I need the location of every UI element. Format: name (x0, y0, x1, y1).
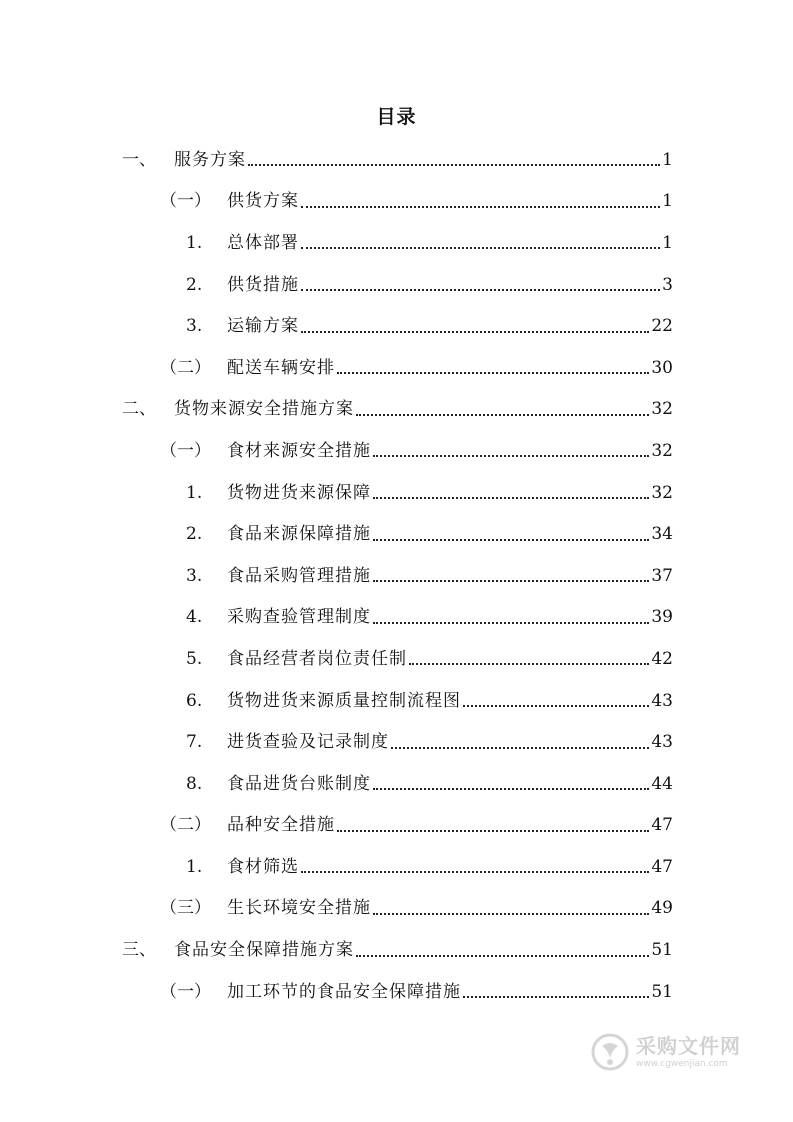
toc-entry-page: 32 (651, 399, 673, 420)
toc-entry[interactable] (0, 139, 793, 181)
toc-dot-leader (409, 662, 649, 665)
toc-entry-page: 51 (651, 981, 673, 1002)
toc-entry-text: 生长环境安全措施 (227, 898, 371, 919)
toc-entry-number: 2. (186, 524, 203, 545)
toc-entry-text: 食品经营者岗位责任制 (227, 648, 407, 669)
toc-dot-leader (373, 496, 649, 499)
toc-entry-number: 4. (186, 607, 203, 628)
watermark-name: 采购文件网 (636, 1034, 741, 1058)
toc-entry-number: 一、 (122, 149, 156, 170)
watermark-url: www.cgwenjian.com (636, 1059, 728, 1069)
toc-entry-page: 22 (651, 316, 673, 337)
toc-entry-number: 二、 (122, 399, 156, 420)
toc-entry-text: 品种安全措施 (227, 815, 335, 836)
toc-entry[interactable] (0, 638, 793, 680)
toc-dot-leader (356, 954, 649, 957)
toc-entry[interactable] (0, 181, 793, 223)
toc-entry-page: 30 (651, 357, 673, 378)
toc-entry-page: 1 (662, 149, 673, 170)
toc-entry-text: 货物进货来源质量控制流程图 (227, 690, 461, 711)
toc-dot-leader (373, 787, 649, 790)
toc-entry-number: 2. (186, 274, 203, 295)
toc-entry-text: 供货方案 (227, 191, 299, 212)
toc-entry-number: 1. (186, 232, 203, 253)
toc-dot-leader (373, 912, 649, 915)
toc-entry-number: （二） (160, 357, 211, 378)
toc-dot-leader (373, 538, 649, 541)
toc-entry[interactable] (0, 264, 793, 306)
toc-entry[interactable] (0, 389, 793, 431)
toc-dot-leader (356, 413, 649, 416)
toc-entry[interactable] (0, 805, 793, 847)
toc-list (0, 139, 793, 1012)
toc-entry-number: 7. (186, 732, 203, 753)
toc-entry[interactable] (0, 347, 793, 389)
watermark (590, 1027, 760, 1077)
toc-entry-page: 42 (651, 648, 673, 669)
toc-entry-text: 食品来源保障措施 (227, 524, 371, 545)
toc-dot-leader (373, 579, 649, 582)
toc-entry[interactable] (0, 222, 793, 264)
toc-dot-leader (301, 330, 649, 333)
toc-dot-leader (463, 995, 649, 998)
toc-entry-page: 43 (651, 690, 673, 711)
toc-entry-text: 运输方案 (227, 316, 299, 337)
toc-entry-number: 3. (186, 565, 203, 586)
toc-entry-text: 总体部署 (227, 232, 299, 253)
toc-entry-text: 供货措施 (227, 274, 299, 295)
toc-entry-text: 食材筛选 (227, 856, 299, 877)
toc-entry-text: 配送车辆安排 (227, 357, 335, 378)
toc-entry[interactable] (0, 513, 793, 555)
toc-entry-page: 32 (651, 440, 673, 461)
toc-entry[interactable] (0, 430, 793, 472)
toc-entry-page: 39 (651, 607, 673, 628)
toc-dot-leader (463, 704, 649, 707)
toc-entry-text: 加工环节的食品安全保障措施 (227, 981, 461, 1002)
toc-entry-number: （三） (160, 898, 211, 919)
toc-entry-page: 37 (651, 565, 673, 586)
toc-entry-text: 食品进货台账制度 (227, 773, 371, 794)
toc-entry-number: （一） (160, 440, 211, 461)
toc-entry-page: 51 (651, 940, 673, 961)
toc-entry-text: 食材来源安全措施 (227, 440, 371, 461)
toc-entry-text: 货物来源安全措施方案 (174, 399, 354, 420)
toc-dot-leader (248, 163, 660, 166)
toc-entry-text: 进货查验及记录制度 (227, 732, 389, 753)
toc-entry[interactable] (0, 929, 793, 971)
toc-entry[interactable] (0, 305, 793, 347)
toc-entry-page: 47 (651, 856, 673, 877)
toc-entry-number: （一） (160, 191, 211, 212)
toc-dot-leader (337, 371, 649, 374)
toc-entry-text: 货物进货来源保障 (227, 482, 371, 503)
toc-entry-text: 食品安全保障措施方案 (174, 940, 354, 961)
toc-entry[interactable] (0, 555, 793, 597)
toc-entry-number: 三、 (122, 940, 156, 961)
toc-entry[interactable] (0, 971, 793, 1013)
toc-entry-number: （二） (160, 815, 211, 836)
watermark-logo-icon (590, 1032, 630, 1072)
watermark-text (636, 1034, 741, 1070)
toc-dot-leader (373, 621, 649, 624)
toc-entry-page: 34 (651, 524, 673, 545)
toc-entry-number: （一） (160, 981, 211, 1002)
toc-dot-leader (301, 246, 660, 249)
toc-dot-leader (301, 205, 660, 208)
toc-entry-number: 1. (186, 482, 203, 503)
toc-dot-leader (301, 870, 649, 873)
toc-dot-leader (337, 829, 649, 832)
toc-entry-page: 32 (651, 482, 673, 503)
toc-entry-number: 3. (186, 316, 203, 337)
toc-entry-text: 采购查验管理制度 (227, 607, 371, 628)
toc-entry-page: 1 (662, 232, 673, 253)
toc-entry[interactable] (0, 721, 793, 763)
toc-entry[interactable] (0, 597, 793, 639)
toc-entry-page: 49 (651, 898, 673, 919)
toc-entry-page: 47 (651, 815, 673, 836)
toc-title: 目录 (376, 106, 417, 128)
toc-entry-number: 5. (186, 648, 203, 669)
toc-dot-leader (391, 746, 649, 749)
toc-entry-number: 1. (186, 856, 203, 877)
toc-entry-text: 服务方案 (174, 149, 246, 170)
toc-entry-page: 1 (662, 191, 673, 212)
toc-entry[interactable] (0, 888, 793, 930)
toc-entry-page: 3 (662, 274, 673, 295)
toc-entry-number: 6. (186, 690, 203, 711)
toc-entry-number: 8. (186, 773, 203, 794)
toc-entry[interactable] (0, 846, 793, 888)
toc-entry-page: 44 (651, 773, 673, 794)
toc-entry-page: 43 (651, 732, 673, 753)
toc-dot-leader (301, 288, 660, 291)
toc-entry[interactable] (0, 680, 793, 722)
toc-dot-leader (373, 454, 649, 457)
toc-entry[interactable] (0, 763, 793, 805)
toc-entry-text: 食品采购管理措施 (227, 565, 371, 586)
toc-entry[interactable] (0, 472, 793, 514)
